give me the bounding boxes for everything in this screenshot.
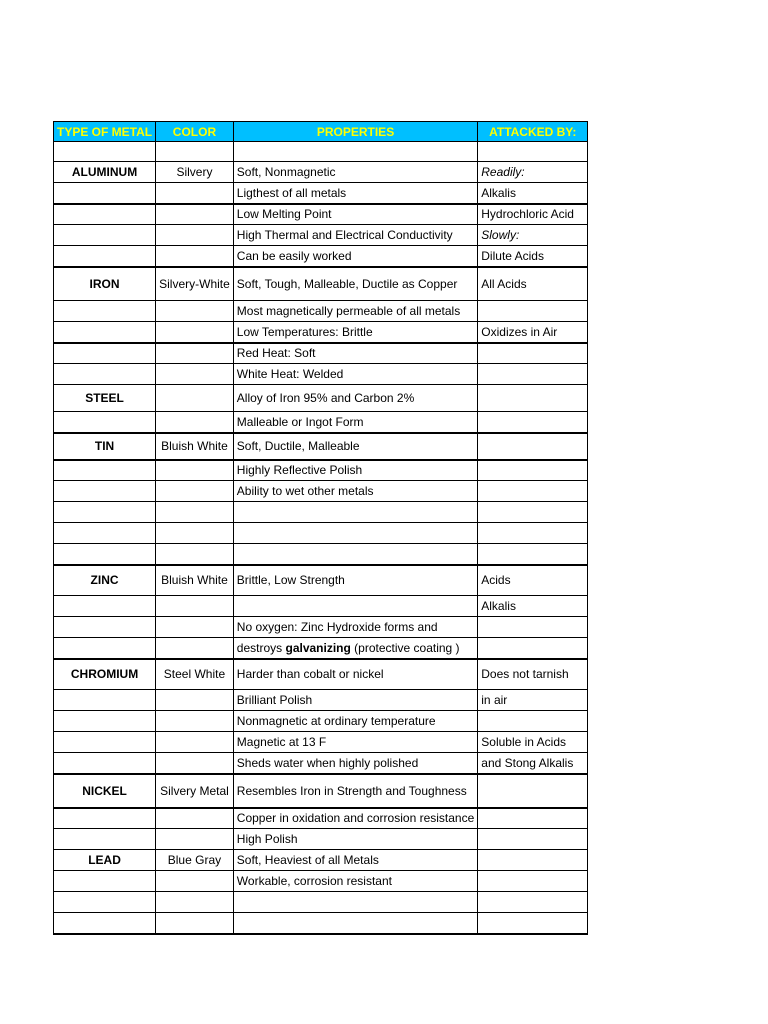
attacked-by-cell: Slowly: xyxy=(478,225,588,246)
attacked-by-cell xyxy=(478,502,588,523)
metal-color-cell xyxy=(156,544,234,565)
metals-properties-table xyxy=(53,121,588,935)
table-row xyxy=(54,322,588,343)
attacked-by-cell: Alkalis xyxy=(478,596,588,617)
metal-color-cell xyxy=(156,246,234,267)
metal-name-cell xyxy=(54,183,156,204)
properties-cell: Workable, corrosion resistant xyxy=(233,871,477,892)
attacked-by-cell xyxy=(478,544,588,565)
table-row xyxy=(54,892,588,913)
properties-cell: Alloy of Iron 95% and Carbon 2% xyxy=(233,385,477,412)
metal-color-cell: Silvery Metal xyxy=(156,774,234,808)
metals-table-sheet xyxy=(53,121,588,935)
table-row xyxy=(54,871,588,892)
metal-name-cell xyxy=(54,142,156,162)
attacked-by-cell xyxy=(478,364,588,385)
properties-cell xyxy=(233,544,477,565)
table-row xyxy=(54,596,588,617)
metal-name-cell: ZINC xyxy=(54,565,156,596)
attacked-by-cell xyxy=(478,412,588,433)
metal-name-cell xyxy=(54,753,156,774)
metal-color-cell: Bluish White xyxy=(156,565,234,596)
table-row xyxy=(54,544,588,565)
table-row xyxy=(54,690,588,711)
metal-color-cell xyxy=(156,412,234,433)
attacked-by-cell xyxy=(478,892,588,913)
attacked-by-cell xyxy=(478,871,588,892)
metal-name-cell xyxy=(54,204,156,225)
metal-color-cell xyxy=(156,808,234,829)
attacked-by-cell: Soluble in Acids xyxy=(478,732,588,753)
properties-bold-text: galvanizing xyxy=(285,640,351,655)
attacked-by-cell: Dilute Acids xyxy=(478,246,588,267)
attacked-by-cell: Alkalis xyxy=(478,183,588,204)
table-row xyxy=(54,502,588,523)
metal-name-cell xyxy=(54,322,156,343)
metal-color-cell xyxy=(156,753,234,774)
properties-cell: Magnetic at 13 F xyxy=(233,732,477,753)
metal-color-cell xyxy=(156,502,234,523)
properties-cell xyxy=(233,638,477,659)
properties-cell: Red Heat: Soft xyxy=(233,343,477,364)
properties-cell: Ability to wet other metals xyxy=(233,481,477,502)
properties-text: destroys xyxy=(236,640,286,655)
properties-cell: Brilliant Polish xyxy=(233,690,477,711)
attacked-by-cell: Acids xyxy=(478,565,588,596)
table-row xyxy=(54,162,588,183)
metal-name-cell xyxy=(54,523,156,544)
metal-color-cell xyxy=(156,225,234,246)
metal-color-cell: Silvery xyxy=(156,162,234,183)
metal-name-cell xyxy=(54,343,156,364)
metal-color-cell xyxy=(156,829,234,850)
table-body xyxy=(54,142,588,934)
metal-color-cell xyxy=(156,523,234,544)
properties-cell: High Thermal and Electrical Conductivity xyxy=(233,225,477,246)
attacked-by-cell xyxy=(478,913,588,934)
table-row xyxy=(54,267,588,301)
metal-name-cell xyxy=(54,481,156,502)
metal-name-cell xyxy=(54,225,156,246)
properties-cell: Low Melting Point xyxy=(233,204,477,225)
attacked-by-cell xyxy=(478,711,588,732)
metal-color-cell xyxy=(156,142,234,162)
table-row xyxy=(54,711,588,732)
metal-name-cell: STEEL xyxy=(54,385,156,412)
attacked-by-cell xyxy=(478,808,588,829)
attacked-by-cell xyxy=(478,481,588,502)
metal-name-cell xyxy=(54,829,156,850)
metal-name-cell xyxy=(54,301,156,322)
metal-name-cell: IRON xyxy=(54,267,156,301)
metal-name-cell xyxy=(54,412,156,433)
attacked-by-cell: All Acids xyxy=(478,267,588,301)
attacked-by-cell xyxy=(478,850,588,871)
header-row xyxy=(54,122,588,142)
attacked-by-cell xyxy=(478,385,588,412)
properties-cell: Resembles Iron in Strength and Toughness xyxy=(233,774,477,808)
metal-color-cell xyxy=(156,892,234,913)
attacked-by-cell xyxy=(478,774,588,808)
table-row xyxy=(54,829,588,850)
metal-color-cell xyxy=(156,732,234,753)
properties-text: (protective coating ) xyxy=(350,640,460,655)
properties-cell xyxy=(233,913,477,934)
properties-cell: No oxygen: Zinc Hydroxide forms and xyxy=(233,617,477,638)
metal-color-cell xyxy=(156,183,234,204)
attacked-by-cell xyxy=(478,638,588,659)
attacked-by-cell: Does not tarnish xyxy=(478,659,588,690)
properties-cell: Copper in oxidation and corrosion resistance xyxy=(233,808,477,829)
attacked-by-cell xyxy=(478,460,588,481)
table-row xyxy=(54,732,588,753)
properties-cell xyxy=(233,523,477,544)
table-row xyxy=(54,850,588,871)
table-row xyxy=(54,204,588,225)
properties-cell: Soft, Nonmagnetic xyxy=(233,162,477,183)
table-row xyxy=(54,343,588,364)
table-row xyxy=(54,808,588,829)
metal-color-cell: Bluish White xyxy=(156,433,234,460)
metal-color-cell xyxy=(156,364,234,385)
properties-cell xyxy=(233,596,477,617)
table-row xyxy=(54,412,588,433)
metal-color-cell xyxy=(156,871,234,892)
properties-cell: White Heat: Welded xyxy=(233,364,477,385)
properties-cell: Ligthest of all metals xyxy=(233,183,477,204)
metal-color-cell xyxy=(156,711,234,732)
properties-cell xyxy=(233,502,477,523)
metal-color-cell xyxy=(156,204,234,225)
table-row xyxy=(54,364,588,385)
metal-name-cell: LEAD xyxy=(54,850,156,871)
metal-color-cell xyxy=(156,343,234,364)
table-row xyxy=(54,225,588,246)
table-row xyxy=(54,460,588,481)
properties-cell: High Polish xyxy=(233,829,477,850)
metal-color-cell xyxy=(156,690,234,711)
properties-cell: Harder than cobalt or nickel xyxy=(233,659,477,690)
metal-name-cell xyxy=(54,732,156,753)
properties-cell xyxy=(233,892,477,913)
table-row xyxy=(54,774,588,808)
header-color: COLOR xyxy=(156,122,234,142)
metal-color-cell xyxy=(156,481,234,502)
properties-cell: Brittle, Low Strength xyxy=(233,565,477,596)
metal-color-cell xyxy=(156,596,234,617)
header-properties: PROPERTIES xyxy=(233,122,477,142)
properties-cell: Low Temperatures: Brittle xyxy=(233,322,477,343)
metal-name-cell: NICKEL xyxy=(54,774,156,808)
metal-name-cell xyxy=(54,711,156,732)
attacked-by-cell xyxy=(478,523,588,544)
metal-color-cell xyxy=(156,913,234,934)
properties-cell: Soft, Heaviest of all Metals xyxy=(233,850,477,871)
metal-color-cell xyxy=(156,617,234,638)
attacked-by-cell xyxy=(478,829,588,850)
properties-cell: Nonmagnetic at ordinary temperature xyxy=(233,711,477,732)
attacked-by-cell xyxy=(478,142,588,162)
attacked-by-cell xyxy=(478,433,588,460)
metal-color-cell xyxy=(156,301,234,322)
metal-name-cell xyxy=(54,913,156,934)
metal-name-cell xyxy=(54,596,156,617)
table-row xyxy=(54,753,588,774)
metal-name-cell xyxy=(54,808,156,829)
metal-color-cell xyxy=(156,460,234,481)
metal-name-cell xyxy=(54,690,156,711)
properties-cell: Sheds water when highly polished xyxy=(233,753,477,774)
table-row xyxy=(54,617,588,638)
attacked-by-cell xyxy=(478,617,588,638)
table-row xyxy=(54,183,588,204)
attacked-by-cell: Oxidizes in Air xyxy=(478,322,588,343)
metal-color-cell xyxy=(156,322,234,343)
metal-name-cell xyxy=(54,617,156,638)
properties-cell: Soft, Ductile, Malleable xyxy=(233,433,477,460)
attacked-by-cell xyxy=(478,301,588,322)
metal-name-cell xyxy=(54,246,156,267)
properties-cell: Can be easily worked xyxy=(233,246,477,267)
table-row xyxy=(54,301,588,322)
properties-cell: Malleable or Ingot Form xyxy=(233,412,477,433)
table-row xyxy=(54,481,588,502)
metal-name-cell xyxy=(54,502,156,523)
attacked-by-cell: in air xyxy=(478,690,588,711)
table-row xyxy=(54,142,588,162)
properties-cell xyxy=(233,142,477,162)
metal-color-cell: Steel White xyxy=(156,659,234,690)
properties-cell: Highly Reflective Polish xyxy=(233,460,477,481)
table-row xyxy=(54,523,588,544)
table-row xyxy=(54,246,588,267)
attacked-by-cell: Readily: xyxy=(478,162,588,183)
table-row xyxy=(54,385,588,412)
metal-color-cell xyxy=(156,638,234,659)
metal-name-cell: CHROMIUM xyxy=(54,659,156,690)
metal-color-cell xyxy=(156,385,234,412)
table-row xyxy=(54,565,588,596)
attacked-by-cell: and Stong Alkalis xyxy=(478,753,588,774)
table-row xyxy=(54,638,588,659)
metal-color-cell: Silvery-White xyxy=(156,267,234,301)
metal-name-cell: ALUMINUM xyxy=(54,162,156,183)
table-row xyxy=(54,659,588,690)
metal-name-cell xyxy=(54,544,156,565)
table-row xyxy=(54,433,588,460)
metal-name-cell: TIN xyxy=(54,433,156,460)
header-type-of-metal: TYPE OF METAL xyxy=(54,122,156,142)
metal-name-cell xyxy=(54,460,156,481)
properties-cell: Most magnetically permeable of all metals xyxy=(233,301,477,322)
metal-name-cell xyxy=(54,364,156,385)
metal-name-cell xyxy=(54,871,156,892)
header-attacked-by: ATTACKED BY: xyxy=(478,122,588,142)
table-row xyxy=(54,913,588,934)
metal-color-cell: Blue Gray xyxy=(156,850,234,871)
metal-name-cell xyxy=(54,892,156,913)
metal-name-cell xyxy=(54,638,156,659)
attacked-by-cell xyxy=(478,343,588,364)
properties-cell: Soft, Tough, Malleable, Ductile as Copper xyxy=(233,267,477,301)
attacked-by-cell: Hydrochloric Acid xyxy=(478,204,588,225)
